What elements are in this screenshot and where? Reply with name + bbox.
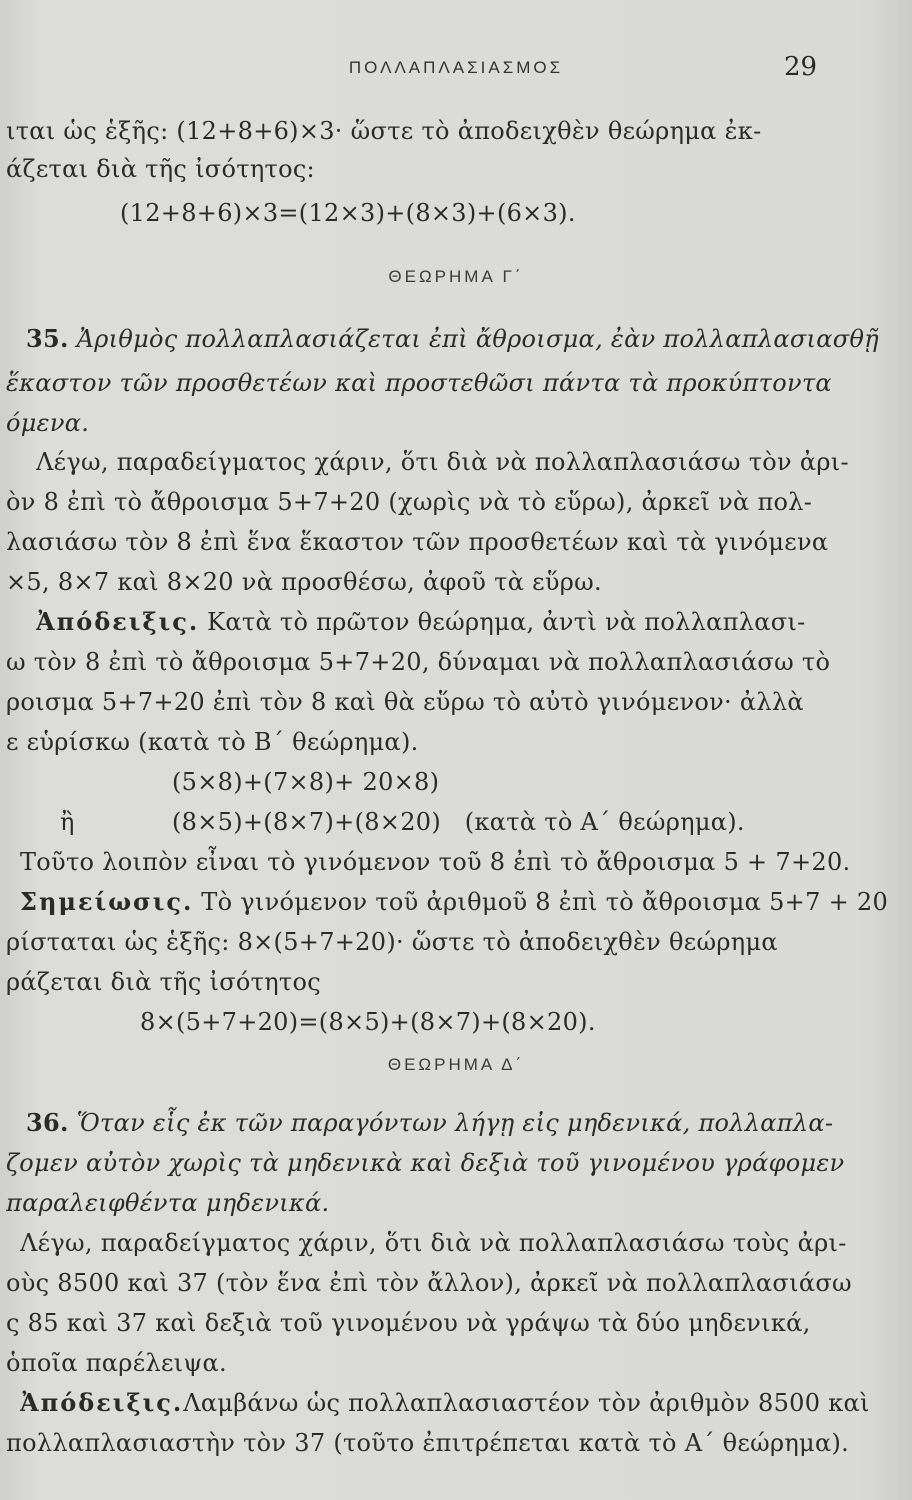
proof-line: ω τὸν 8 ἐπὶ τὸ ἄθροισμα 5+7+20, δύναμαι νὰ πολλαπλασιάσω τὸ (6, 648, 831, 676)
note-line: ράζεται διὰ τῆς ἰσότητος (6, 968, 321, 996)
paragraph-line: Λέγω, παραδείγματος χάριν, ὅτι διὰ νὰ πολλαπλασιάσω τὸν ἀρι- (36, 448, 849, 476)
running-head: ΠΟΛΛΑΠΛΑΣΙΑΣΜΟΣ (348, 58, 564, 77)
proof-line: ε εὑρίσκω (κατὰ τὸ Β΄ θεώρημα). (6, 728, 419, 756)
formula: 8×(5+7+20)=(8×5)+(8×7)+(8×20). (140, 1008, 596, 1036)
note-label: Σημείωσις. (20, 887, 194, 916)
note-line (20, 883, 906, 921)
statement-text: Ὅταν εἷς ἐκ τῶν παραγόντων λήγῃ εἰς μηδενικά, πολλαπλα- (76, 1109, 834, 1137)
statement-line: όμενα. (6, 409, 90, 437)
theorem-statement (26, 320, 906, 358)
formula: (12+8+6)×3=(12×3)+(8×3)+(6×3). (120, 199, 576, 227)
proof-line: πολλαπλασιαστὴν τὸν 37 (τοῦτο ἐπιτρέπεται κατὰ τὸ Α΄ θεώρημα). (6, 1429, 850, 1457)
conclusion-line: Τοῦτο λοιπὸν εἶναι τὸ γινόμενον τοῦ 8 ἐπὶ τὸ ἄθροισμα 5 + 7+20. (20, 848, 851, 876)
section-number: 36. (26, 1108, 69, 1137)
note-text: Τὸ γινόμενον τοῦ ἀριθμοῦ 8 ἐπὶ τὸ ἄθροισμα 5+7 + 20 (193, 888, 889, 916)
paragraph-line: ς 85 καὶ 37 καὶ δεξιὰ τοῦ γινομένου νὰ γράψω τὰ δύο μηδενικά, (6, 1309, 811, 1337)
proof-line (20, 1384, 906, 1422)
statement-line: ἕκαστον τῶν προσθετέων καὶ προστεθῶσι πάντα τὰ προκύπτοντα (6, 369, 832, 397)
theorem-heading: ΘΕΩΡΗΜΑ Δ΄ (387, 1055, 525, 1074)
theorem-statement (26, 1104, 906, 1142)
proof-text: Λαμβάνω ὡς πολλαπλασιαστέον τὸν ἀριθμὸν 8500 καὶ (183, 1389, 870, 1417)
proof-line: ροισμα 5+7+20 ἐπὶ τὸν 8 καὶ θὰ εὕρω τὸ αὐτὸ γινόμενον· ἀλλὰ (6, 688, 804, 716)
theorem-heading: ΘΕΩΡΗΜΑ Γ΄ (388, 267, 524, 286)
paragraph-line: ὁποῖα παρέλειψα. (6, 1349, 227, 1377)
paragraph-line: Λέγω, παραδείγματος χάριν, ὅτι διὰ νὰ πολλαπλασιάσω τοὺς ἀρι- (20, 1229, 847, 1257)
proof-line (36, 603, 906, 641)
text-line: άζεται διὰ τῆς ἰσότητος: (6, 155, 315, 183)
formula-prefix: ἢ (60, 808, 75, 836)
section-number: 35. (26, 324, 69, 353)
statement-text: Ἀριθμὸς πολλαπλασιάζεται ἐπὶ ἄθροισμα, ἐὰν πολλαπλασιασθῇ (76, 325, 879, 353)
paragraph-line: λασιάσω τὸν 8 ἐπὶ ἕνα ἕκαστον τῶν προσθετέων καὶ τὰ γινόμενα (6, 528, 829, 556)
note-line: ρίσταται ὡς ἑξῆς: 8×(5+7+20)· ὥστε τὸ ἀποδειχθὲν θεώρημα (6, 928, 778, 956)
text-line: ιται ὡς ἑξῆς: (12+8+6)×3· ὥστε τὸ ἀποδειχθὲν θεώρημα ἐκ- (6, 117, 762, 145)
proof-label: Ἀπόδειξις. (20, 1388, 184, 1417)
page-number: 29 (784, 52, 818, 82)
paragraph-line: ×5, 8×7 καὶ 8×20 νὰ προσθέσω, ἀφοῦ τὰ εὕρω. (6, 568, 602, 596)
statement-line: ζομεν αὐτὸν χωρὶς τὰ μηδενικὰ καὶ δεξιὰ τοῦ γινομένου γράφομεν (6, 1149, 845, 1177)
proof-text: Κατὰ τὸ πρῶτον θεώρημα, ἀντὶ νὰ πολλαπλασι- (199, 608, 806, 636)
formula: (5×8)+(7×8)+ 20×8) (172, 768, 440, 796)
statement-line: παραλειφθέντα μηδενικά. (6, 1189, 330, 1217)
formula: (8×5)+(8×7)+(8×20) (κατὰ τὸ Α΄ θεώρημα). (172, 808, 745, 836)
paragraph-line: ὸν 8 ἐπὶ τὸ ἄθροισμα 5+7+20 (χωρὶς νὰ τὸ εὕρω), ἀρκεῖ νὰ πολ- (6, 488, 813, 516)
proof-label: Ἀπόδειξις. (36, 607, 200, 636)
paragraph-line: οὺς 8500 καὶ 37 (τὸν ἕνα ἐπὶ τὸν ἄλλον), ἀρκεῖ νὰ πολλαπλασιάσω (6, 1269, 852, 1297)
